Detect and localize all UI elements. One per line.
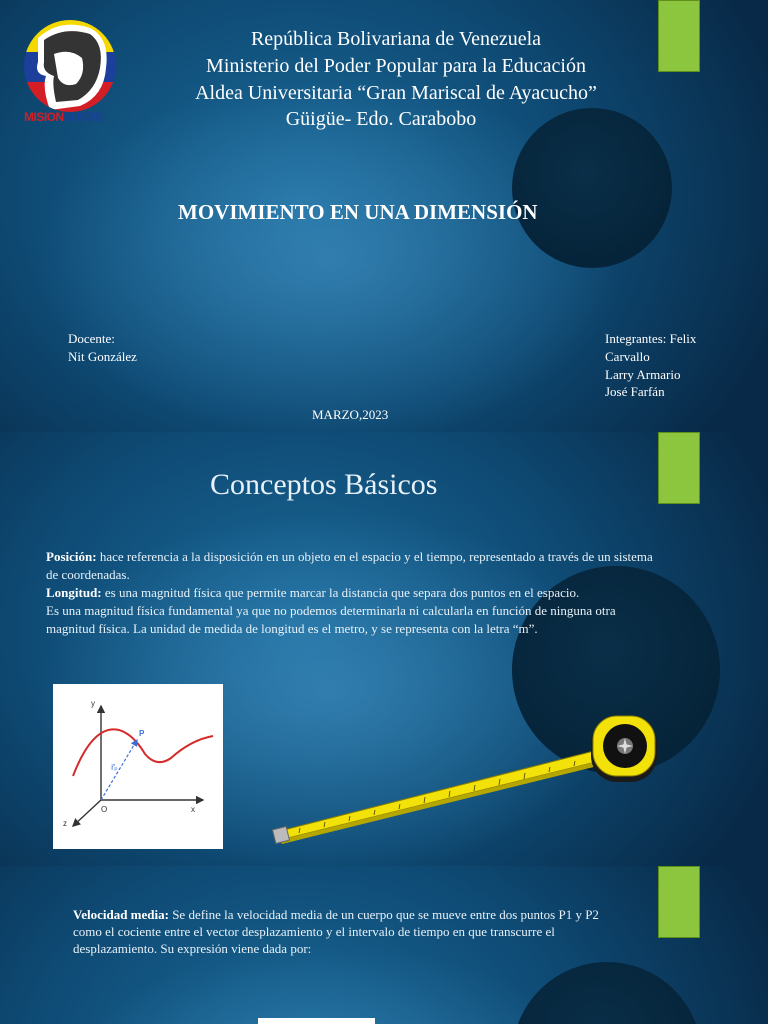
velocidad-text: Se define la velocidad media de un cuerpo que se mueve entre dos puntos P1 y P2 como el cociente entre el vector desplazamiento y el intervalo de tiempo en que transcurre el desplazamiento. Su expresión viene dada por: [73, 907, 599, 956]
decorative-circle [512, 962, 702, 1024]
logo-text-mision: MISION [24, 110, 64, 124]
position-graph-image [53, 684, 223, 849]
page-title: MOVIMIENTO EN UNA DIMENSIÓN [178, 200, 538, 224]
formula-image [258, 1018, 375, 1024]
velocidad-term: Velocidad media: [73, 907, 169, 922]
graph-z-label: z [63, 819, 67, 828]
posicion-text: hace referencia a la disposición en un objeto en el espacio y el tiempo, representado a través de un sistema de coordenadas. [46, 549, 653, 582]
accent-bar [658, 432, 700, 504]
integrantes-line-3: Larry Armario [605, 367, 681, 382]
longitud-paragraph-2 [46, 602, 666, 638]
conceptos-slide [0, 432, 768, 866]
integrantes-line-2: Carvallo [605, 349, 650, 364]
logo-text-sucre: SUCRE [63, 110, 104, 124]
docente-label: Docente: [68, 331, 115, 346]
graph-x-label: x [191, 805, 195, 814]
velocidad-paragraph [73, 906, 618, 957]
decorative-circle [512, 108, 672, 268]
posicion-paragraph [46, 548, 666, 584]
longitud-text: es una magnitud física que permite marcar la distancia que separa dos puntos en el espacio. [101, 585, 580, 600]
integrantes-line-1: Integrantes: Felix [605, 331, 697, 346]
date-label: MARZO,2023 [312, 407, 389, 422]
longitud-text-2: Es una magnitud física fundamental ya que no podemos determinarla ni calcularla en función de ninguna otra magnitud física. La unidad de medida de longitud es el metro, y se representa con la letra “m”. [46, 603, 616, 636]
graph-point-label: P [139, 729, 145, 738]
header-line-4: Güigüe- Edo. Carabobo [285, 108, 477, 130]
graph-y-label: y [91, 699, 95, 708]
integrantes-line-4: José Farfán [605, 384, 665, 399]
header-line-1: República Bolivariana de Venezuela [250, 28, 542, 50]
title-slide [0, 0, 768, 432]
graph-origin-label: O [101, 805, 108, 814]
tape-measure-image [270, 682, 670, 858]
section-title: Conceptos Básicos [210, 468, 438, 501]
accent-bar [658, 866, 700, 938]
velocidad-slide [0, 866, 768, 1024]
longitud-term: Longitud: [46, 585, 102, 600]
header-line-2: Ministerio del Poder Popular para la Educación [206, 55, 586, 77]
posicion-term: Posición: [46, 549, 97, 564]
longitud-paragraph [46, 584, 666, 602]
docente-name: Nit González [68, 349, 137, 364]
header-line-3: Aldea Universitaria “Gran Mariscal de Ayacucho” [195, 82, 597, 104]
graph-vector-label: r⃗ₚ [111, 763, 118, 772]
